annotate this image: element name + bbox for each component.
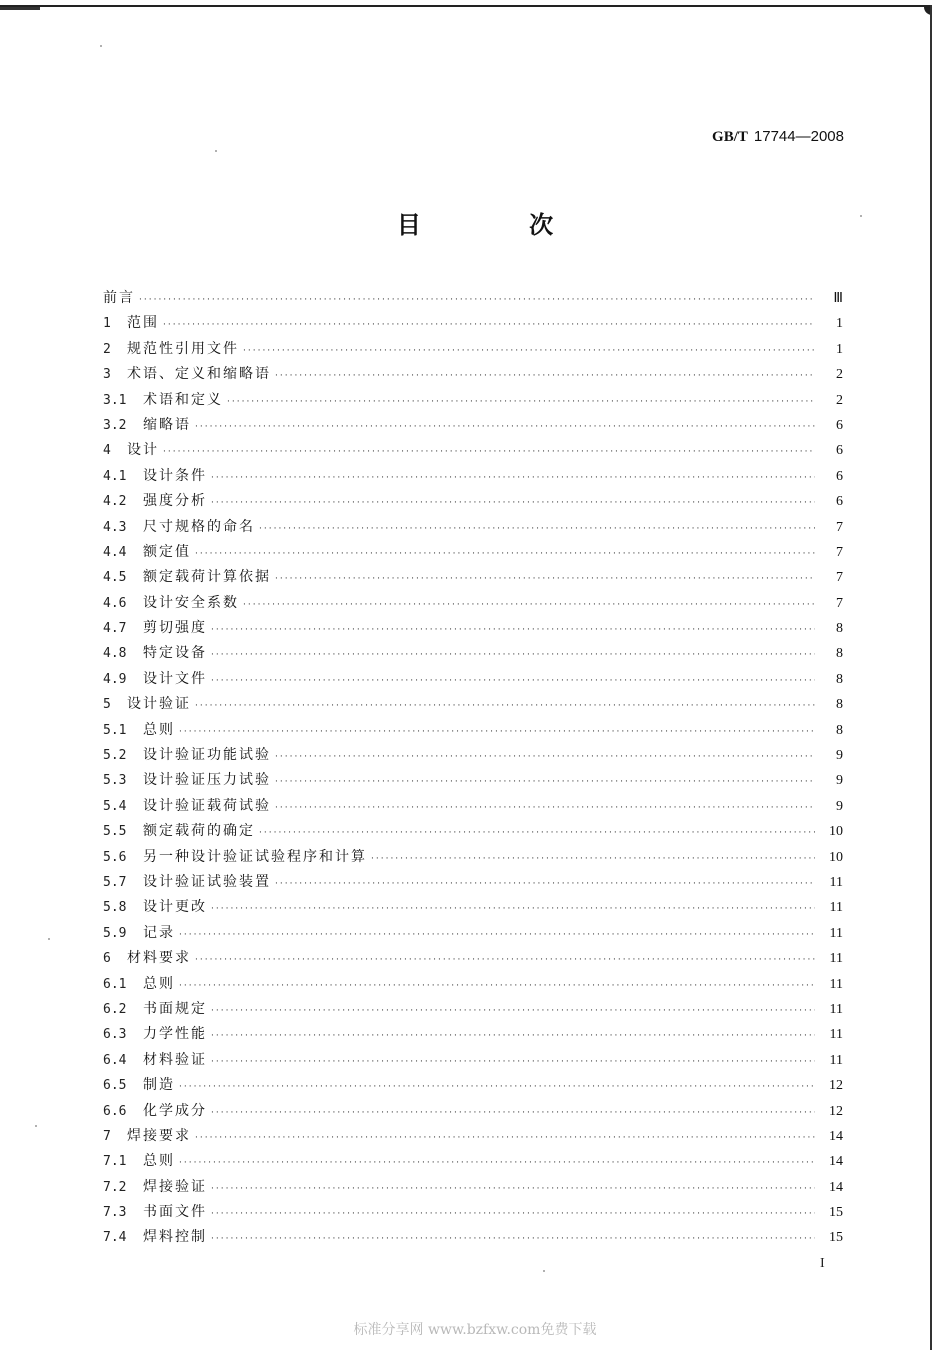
toc-section-number: 6.1 <box>103 976 127 992</box>
scan-speck <box>543 1270 545 1272</box>
toc-entry[interactable] <box>103 1225 843 1250</box>
toc-section-title: 另一种设计验证试验程序和计算 <box>143 848 367 865</box>
toc-page-number: 1 <box>836 341 843 357</box>
toc-entry[interactable] <box>103 1048 843 1073</box>
toc-entry[interactable] <box>103 515 843 540</box>
toc-page-number: 2 <box>836 367 843 383</box>
toc-entry[interactable] <box>103 1149 843 1174</box>
toc-page-number: 14 <box>829 1154 843 1170</box>
toc-section-number: 4 <box>103 443 111 459</box>
toc-section-number: 6 <box>103 951 111 967</box>
toc-section-title: 额定载荷的确定 <box>143 823 255 840</box>
toc-section-number: 3.1 <box>103 392 127 408</box>
toc-page-number: 7 <box>836 595 843 611</box>
toc-page-number: 11 <box>829 1052 843 1068</box>
toc-page-number: 15 <box>829 1230 843 1246</box>
standard-prefix: GB/T <box>712 129 748 145</box>
toc-leader-dots <box>211 999 815 1024</box>
toc-section-number: 4.3 <box>103 519 127 535</box>
toc-entry[interactable] <box>103 1022 843 1047</box>
toc-entry[interactable] <box>103 464 843 489</box>
toc-section-title: 焊接验证 <box>143 1178 207 1195</box>
toc-leader-dots <box>211 1202 815 1227</box>
toc-section-title: 剪切强度 <box>143 620 207 637</box>
toc-leader-dots <box>139 288 815 313</box>
toc-entry[interactable] <box>103 921 843 946</box>
scan-border-artifact <box>0 7 40 10</box>
toc-entry[interactable] <box>103 845 843 870</box>
toc-page-number: 8 <box>836 646 843 662</box>
toc-entry[interactable] <box>103 946 843 971</box>
toc-page-number: 12 <box>829 1103 843 1119</box>
toc-leader-dots <box>195 415 815 440</box>
toc-section-title: 前言 <box>103 290 135 306</box>
toc-page-number: 9 <box>836 798 843 814</box>
toc-entry[interactable] <box>103 591 843 616</box>
scan-speck <box>48 938 50 940</box>
toc-section-title: 设计验证载荷试验 <box>143 797 271 814</box>
toc-leader-dots <box>211 1024 815 1049</box>
toc-section-title: 总则 <box>143 975 175 992</box>
toc-entry[interactable] <box>103 337 843 362</box>
toc-page-number: 15 <box>829 1205 843 1221</box>
page-title: 目 次 <box>396 211 604 239</box>
toc-leader-dots <box>211 618 815 643</box>
toc-entry[interactable] <box>103 413 843 438</box>
toc-leader-dots <box>163 440 815 465</box>
toc-section-number: 7.3 <box>103 1205 127 1221</box>
toc-section-title: 额定值 <box>143 543 191 560</box>
toc-section-number: 5.3 <box>103 773 127 789</box>
toc-page-number: 10 <box>829 849 843 865</box>
toc-page-number: 14 <box>829 1128 843 1144</box>
toc-section-title: 设计验证 <box>127 696 191 713</box>
toc-leader-dots <box>275 745 815 770</box>
toc-leader-dots <box>275 770 815 795</box>
toc-section-number: 5.7 <box>103 874 127 890</box>
toc-leader-dots <box>195 948 815 973</box>
toc-section-title: 规范性引用文件 <box>127 340 239 357</box>
toc-entry[interactable] <box>103 1200 843 1225</box>
toc-section-title: 额定载荷计算依据 <box>143 569 271 586</box>
toc-section-number: 4.4 <box>103 544 127 560</box>
toc-page-number: 6 <box>836 468 843 484</box>
toc-section-number: 6.4 <box>103 1052 127 1068</box>
table-of-contents <box>103 286 843 1251</box>
toc-section-number: 6.2 <box>103 1001 127 1017</box>
toc-section-title: 力学性能 <box>143 1026 207 1043</box>
toc-leader-dots <box>227 390 815 415</box>
toc-page-number: 9 <box>836 748 843 764</box>
toc-section-title: 设计文件 <box>143 670 207 687</box>
toc-section-number: 5.2 <box>103 748 127 764</box>
scan-speck <box>100 45 102 47</box>
toc-entry[interactable] <box>103 972 843 997</box>
page-number: I <box>820 1256 825 1271</box>
toc-section-number: 5.5 <box>103 824 127 840</box>
toc-entry[interactable] <box>103 692 843 717</box>
toc-section-title: 设计验证压力试验 <box>143 772 271 789</box>
toc-entry[interactable] <box>103 1073 843 1098</box>
toc-entry[interactable] <box>103 1175 843 1200</box>
scan-speck <box>35 1125 37 1127</box>
standard-number: 17744—2008 <box>753 128 844 145</box>
toc-section-number: 3 <box>103 367 111 383</box>
toc-entry[interactable] <box>103 794 843 819</box>
toc-section-title: 制造 <box>143 1077 175 1094</box>
toc-page-number: 9 <box>836 773 843 789</box>
toc-page-number: 12 <box>829 1078 843 1094</box>
toc-page-number: 11 <box>829 900 843 916</box>
toc-leader-dots <box>371 847 815 872</box>
toc-section-title: 焊料控制 <box>143 1229 207 1246</box>
toc-entry[interactable] <box>103 718 843 743</box>
toc-page-number: Ⅲ <box>833 291 843 306</box>
toc-entry[interactable] <box>103 1099 843 1124</box>
toc-section-title: 设计安全系数 <box>143 594 239 611</box>
toc-section-title: 焊接要求 <box>127 1127 191 1144</box>
toc-entry[interactable] <box>103 768 843 793</box>
toc-section-number: 5.1 <box>103 722 127 738</box>
toc-leader-dots <box>211 491 815 516</box>
toc-leader-dots <box>259 517 815 542</box>
toc-section-number: 7 <box>103 1128 111 1144</box>
toc-entry[interactable] <box>103 388 843 413</box>
toc-leader-dots <box>211 897 815 922</box>
toc-leader-dots <box>211 1050 815 1075</box>
toc-section-title: 书面规定 <box>143 1000 207 1017</box>
toc-entry[interactable] <box>103 870 843 895</box>
toc-page-number: 1 <box>836 316 843 332</box>
standard-code <box>712 128 844 146</box>
toc-section-number: 5.9 <box>103 925 127 941</box>
toc-section-title: 化学成分 <box>143 1102 207 1119</box>
toc-entry[interactable] <box>103 819 843 844</box>
toc-leader-dots <box>275 567 815 592</box>
toc-page-number: 11 <box>829 925 843 941</box>
toc-leader-dots <box>195 1126 815 1151</box>
toc-entry[interactable] <box>103 997 843 1022</box>
toc-entry[interactable] <box>103 1124 843 1149</box>
toc-section-number: 4.6 <box>103 595 127 611</box>
toc-section-number: 4.1 <box>103 468 127 484</box>
toc-section-title: 特定设备 <box>143 645 207 662</box>
toc-section-number: 5.4 <box>103 798 127 814</box>
toc-section-number: 6.6 <box>103 1103 127 1119</box>
toc-section-number: 7.2 <box>103 1179 127 1195</box>
toc-leader-dots <box>195 542 815 567</box>
toc-section-number: 4.5 <box>103 570 127 586</box>
toc-leader-dots <box>179 974 815 999</box>
toc-entry[interactable] <box>103 311 843 336</box>
watermark: 标准分享网 www.bzfxw.com免费下载 <box>353 1322 597 1338</box>
toc-page-number: 11 <box>829 951 843 967</box>
toc-section-number: 2 <box>103 341 111 357</box>
toc-section-number: 7.4 <box>103 1230 127 1246</box>
toc-entry[interactable] <box>103 641 843 666</box>
toc-leader-dots <box>243 339 815 364</box>
toc-leader-dots <box>179 1075 815 1100</box>
toc-entry[interactable] <box>103 362 843 387</box>
toc-section-number: 4.2 <box>103 494 127 510</box>
toc-entry[interactable] <box>103 489 843 514</box>
toc-page-number: 6 <box>836 443 843 459</box>
toc-entry[interactable] <box>103 438 843 463</box>
toc-entry[interactable] <box>103 616 843 641</box>
toc-leader-dots <box>275 796 815 821</box>
toc-entry[interactable] <box>103 565 843 590</box>
toc-leader-dots <box>211 669 815 694</box>
toc-leader-dots <box>195 694 815 719</box>
toc-leader-dots <box>211 1101 815 1126</box>
toc-page-number: 8 <box>836 671 843 687</box>
toc-leader-dots <box>211 1177 815 1202</box>
toc-page-number: 8 <box>836 697 843 713</box>
toc-page-number: 11 <box>829 976 843 992</box>
toc-leader-dots <box>275 872 815 897</box>
toc-section-title: 总则 <box>143 721 175 738</box>
toc-page-number: 11 <box>829 1027 843 1043</box>
toc-section-title: 书面文件 <box>143 1204 207 1221</box>
toc-page-number: 11 <box>829 874 843 890</box>
toc-entry[interactable] <box>103 895 843 920</box>
toc-leader-dots <box>211 466 815 491</box>
toc-page-number: 7 <box>836 544 843 560</box>
toc-page-number: 6 <box>836 417 843 433</box>
toc-section-number: 4.9 <box>103 671 127 687</box>
toc-section-title: 尺寸规格的命名 <box>143 518 255 535</box>
toc-section-number: 5.6 <box>103 849 127 865</box>
toc-page-number: 10 <box>829 824 843 840</box>
toc-section-title: 设计验证试验装置 <box>143 873 271 890</box>
toc-section-number: 4.7 <box>103 621 127 637</box>
toc-page-number: 8 <box>836 722 843 738</box>
toc-page-number: 8 <box>836 621 843 637</box>
toc-leader-dots <box>243 593 815 618</box>
toc-leader-dots <box>179 923 815 948</box>
toc-entry[interactable] <box>103 540 843 565</box>
toc-entry[interactable] <box>103 667 843 692</box>
toc-section-title: 术语、定义和缩略语 <box>127 366 271 383</box>
toc-section-title: 材料验证 <box>143 1051 207 1068</box>
toc-section-title: 材料要求 <box>127 950 191 967</box>
toc-section-number: 5.8 <box>103 900 127 916</box>
toc-section-number: 3.2 <box>103 417 127 433</box>
toc-section-title: 范围 <box>127 315 159 332</box>
toc-page-number: 14 <box>829 1179 843 1195</box>
toc-section-number: 7.1 <box>103 1154 127 1170</box>
toc-leader-dots <box>179 1151 815 1176</box>
toc-leader-dots <box>259 821 815 846</box>
toc-section-number: 6.5 <box>103 1078 127 1094</box>
scan-speck <box>215 150 217 152</box>
toc-section-title: 设计更改 <box>143 899 207 916</box>
toc-page-number: 7 <box>836 570 843 586</box>
toc-leader-dots <box>163 313 815 338</box>
toc-entry[interactable] <box>103 743 843 768</box>
toc-section-title: 强度分析 <box>143 493 207 510</box>
toc-section-title: 设计验证功能试验 <box>143 747 271 764</box>
toc-section-number: 5 <box>103 697 111 713</box>
toc-entry[interactable] <box>103 286 843 311</box>
toc-section-title: 缩略语 <box>143 416 191 433</box>
toc-section-title: 总则 <box>143 1153 175 1170</box>
toc-section-number: 4.8 <box>103 646 127 662</box>
toc-section-title: 设计 <box>127 442 159 459</box>
toc-leader-dots <box>211 643 815 668</box>
toc-page-number: 2 <box>836 392 843 408</box>
toc-section-title: 设计条件 <box>143 467 207 484</box>
toc-leader-dots <box>179 720 815 745</box>
toc-leader-dots <box>275 364 815 389</box>
toc-page-number: 7 <box>836 519 843 535</box>
toc-page-number: 6 <box>836 494 843 510</box>
toc-page-number: 11 <box>829 1001 843 1017</box>
toc-section-number: 1 <box>103 316 111 332</box>
toc-leader-dots <box>211 1227 815 1252</box>
toc-section-number: 6.3 <box>103 1027 127 1043</box>
scan-border-top <box>0 5 932 7</box>
toc-section-title: 记录 <box>143 924 175 941</box>
toc-section-title: 术语和定义 <box>143 391 223 408</box>
